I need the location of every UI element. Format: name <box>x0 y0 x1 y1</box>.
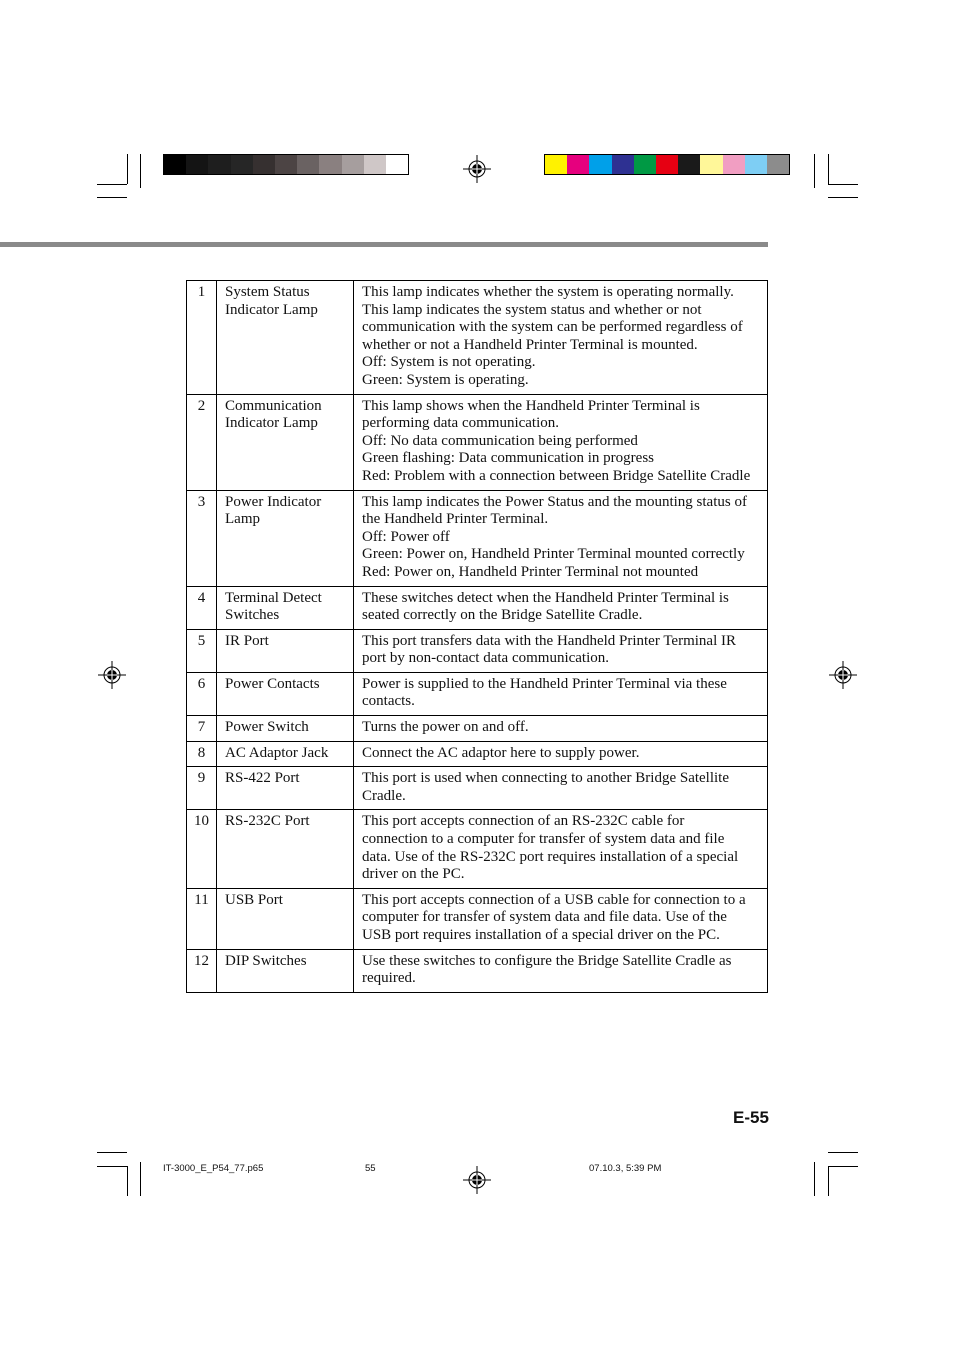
row-number: 9 <box>187 767 217 810</box>
component-name <box>217 586 354 629</box>
component-name-line: AC Adaptor Jack <box>225 744 329 761</box>
table-row <box>187 394 768 490</box>
table-body <box>187 281 768 993</box>
description-line: This port accepts connection of a USB cable for connection to a <box>362 891 746 908</box>
description-line: Green: System is operating. <box>362 371 529 388</box>
description-line: This port transfers data with the Handheld Printer Terminal IR <box>362 632 736 649</box>
description-line: Off: No data communication being performed <box>362 432 638 449</box>
color-swatch <box>745 155 767 174</box>
gray-swatch <box>342 155 364 174</box>
table-row <box>187 672 768 715</box>
color-swatch <box>567 155 589 174</box>
component-description <box>354 394 768 490</box>
component-name <box>217 888 354 949</box>
description-line: computer for transfer of system data and file data. Use of the <box>362 909 727 926</box>
gray-swatch <box>186 155 208 174</box>
color-swatch <box>767 155 789 174</box>
component-description <box>354 741 768 767</box>
crop-mark <box>97 197 127 198</box>
footer-datetime: 07.10.3, 5:39 PM <box>589 1163 662 1174</box>
description-line: This port accepts connection of an RS-232C cable for <box>362 813 685 830</box>
crop-mark <box>140 154 141 188</box>
component-description <box>354 716 768 742</box>
registration-mark-icon <box>463 1166 491 1194</box>
description-line: performing data communication. <box>362 415 560 432</box>
component-name-line: Power Indicator <box>225 493 322 510</box>
table-row <box>187 629 768 672</box>
description-line: whether or not a Handheld Printer Terminal is mounted. <box>362 336 698 353</box>
description-line: required. <box>362 970 416 987</box>
color-swatch <box>700 155 722 174</box>
description-line: Power is supplied to the Handheld Printer Terminal via these <box>362 675 727 692</box>
color-swatch <box>678 155 700 174</box>
registration-mark-icon <box>829 661 857 689</box>
page-number: E-55 <box>733 1108 769 1127</box>
table-row <box>187 949 768 992</box>
description-line: communication with the system can be performed regardless of <box>362 319 743 336</box>
color-swatch <box>656 155 678 174</box>
component-name <box>217 394 354 490</box>
component-description-table <box>186 280 768 993</box>
description-line: contacts. <box>362 693 415 710</box>
row-number: 4 <box>187 586 217 629</box>
table-row <box>187 490 768 586</box>
description-line: This lamp indicates whether the system is operating normally. <box>362 284 734 300</box>
gray-swatch <box>386 155 408 174</box>
gray-swatch <box>253 155 275 174</box>
table-row <box>187 810 768 888</box>
component-name-line: USB Port <box>225 891 283 908</box>
component-name-line: DIP Switches <box>225 952 307 969</box>
crop-mark <box>140 1162 141 1196</box>
component-name <box>217 490 354 586</box>
description-line: This lamp shows when the Handheld Printer Terminal is <box>362 397 700 414</box>
crop-mark <box>828 184 858 185</box>
component-name-line: RS-422 Port <box>225 770 300 787</box>
description-line: connection to a computer for transfer of system data and file <box>362 831 725 848</box>
color-swatch <box>723 155 745 174</box>
description-line: USB port requires installation of a special driver on the PC. <box>362 927 720 943</box>
table-row <box>187 767 768 810</box>
description-line: Red: Power on, Handheld Printer Terminal not mounted <box>362 563 699 580</box>
component-name-line: Terminal Detect <box>225 589 322 606</box>
row-number: 1 <box>187 281 217 395</box>
description-line: Use these switches to configure the Bridge Satellite Cradle as <box>362 952 732 969</box>
row-number: 12 <box>187 949 217 992</box>
component-name-line: Communication <box>225 397 322 414</box>
description-line: Green flashing: Data communication in progress <box>362 450 655 467</box>
color-swatch <box>545 155 567 174</box>
component-description <box>354 586 768 629</box>
gray-swatch <box>297 155 319 174</box>
description-line: Turns the power on and off. <box>362 719 529 736</box>
component-name-line: IR Port <box>225 632 269 649</box>
footer-page: 55 <box>365 1163 376 1174</box>
component-name <box>217 741 354 767</box>
row-number: 5 <box>187 629 217 672</box>
component-name-line: Power Switch <box>225 719 309 736</box>
crop-mark <box>814 154 815 188</box>
row-number: 3 <box>187 490 217 586</box>
component-name-line: System Status <box>225 284 310 300</box>
description-line: data. Use of the RS-232C port requires installation of a special <box>362 848 739 865</box>
component-description <box>354 888 768 949</box>
description-line: This lamp indicates the Power Status and the mounting status of <box>362 493 747 510</box>
crop-mark <box>828 1152 858 1153</box>
table-row <box>187 888 768 949</box>
registration-mark-icon <box>98 661 126 689</box>
description-line: Connect the AC adaptor here to supply power. <box>362 744 640 761</box>
color-swatch <box>634 155 656 174</box>
description-line: seated correctly on the Bridge Satellite Cradle. <box>362 607 643 624</box>
color-calibration-bar <box>544 154 790 175</box>
row-number: 6 <box>187 672 217 715</box>
component-description <box>354 281 768 395</box>
gray-swatch <box>208 155 230 174</box>
grayscale-calibration-bar <box>163 154 409 175</box>
description-line: Cradle. <box>362 787 406 804</box>
component-name-line: Indicator Lamp <box>225 415 318 432</box>
component-name <box>217 672 354 715</box>
description-line: These switches detect when the Handheld Printer Terminal is <box>362 589 729 606</box>
color-swatch <box>589 155 611 174</box>
description-line: This lamp indicates the system status and whether or not <box>362 301 702 318</box>
description-line: Off: System is not operating. <box>362 354 536 371</box>
crop-mark <box>127 1166 128 1196</box>
color-swatch <box>612 155 634 174</box>
component-name <box>217 810 354 888</box>
component-name-line: Lamp <box>225 511 260 528</box>
gray-swatch <box>275 155 297 174</box>
crop-mark <box>814 1162 815 1196</box>
crop-mark <box>828 1166 858 1167</box>
crop-mark <box>828 197 858 198</box>
component-name <box>217 281 354 395</box>
component-name <box>217 767 354 810</box>
row-number: 2 <box>187 394 217 490</box>
table-row <box>187 741 768 767</box>
table-row <box>187 586 768 629</box>
component-description <box>354 949 768 992</box>
component-description <box>354 810 768 888</box>
crop-mark <box>127 154 128 184</box>
crop-mark <box>97 1166 127 1167</box>
component-name-line: Power Contacts <box>225 675 320 692</box>
component-name <box>217 629 354 672</box>
component-description <box>354 672 768 715</box>
description-line: port by non-contact data communication. <box>362 650 610 667</box>
description-line: Red: Problem with a connection between Bridge Satellite Cradle <box>362 467 751 484</box>
description-line: driver on the PC. <box>362 866 465 883</box>
component-name <box>217 949 354 992</box>
component-description <box>354 490 768 586</box>
header-rule <box>0 242 768 247</box>
row-number: 7 <box>187 716 217 742</box>
component-name-line: Switches <box>225 607 280 624</box>
table-row <box>187 281 768 395</box>
row-number: 8 <box>187 741 217 767</box>
component-description <box>354 629 768 672</box>
gray-swatch <box>164 155 186 174</box>
component-name-line: RS-232C Port <box>225 813 310 830</box>
registration-mark-icon <box>463 155 491 183</box>
description-line: Green: Power on, Handheld Printer Terminal mounted correctly <box>362 546 745 563</box>
gray-swatch <box>231 155 253 174</box>
crop-mark <box>828 1166 829 1196</box>
crop-mark <box>97 1152 127 1153</box>
description-line: the Handheld Printer Terminal. <box>362 511 549 528</box>
gray-swatch <box>319 155 341 174</box>
gray-swatch <box>364 155 386 174</box>
table-row <box>187 716 768 742</box>
row-number: 11 <box>187 888 217 949</box>
row-number: 10 <box>187 810 217 888</box>
footer-file-name: IT-3000_E_P54_77.p65 <box>163 1163 264 1174</box>
component-name <box>217 716 354 742</box>
crop-mark <box>97 184 127 185</box>
crop-mark <box>828 154 829 184</box>
component-description <box>354 767 768 810</box>
component-name-line: Indicator Lamp <box>225 301 318 318</box>
description-line: This port is used when connecting to another Bridge Satellite <box>362 770 730 787</box>
description-line: Off: Power off <box>362 528 450 545</box>
